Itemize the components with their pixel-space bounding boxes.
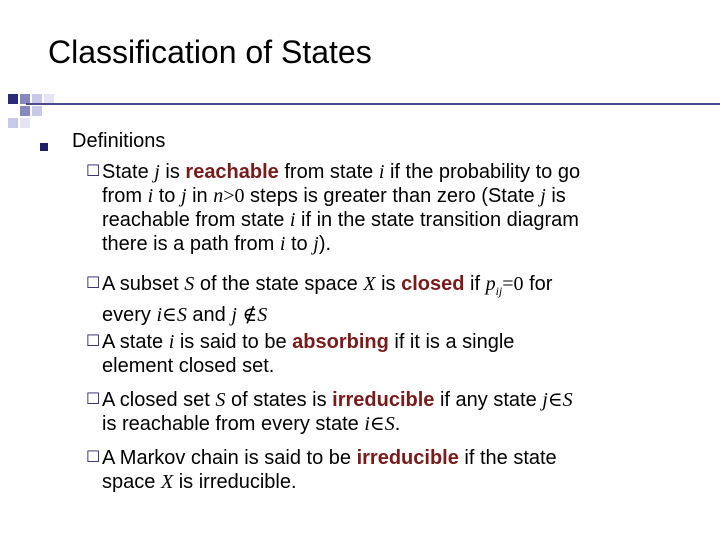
checkbox-icon: ☐ bbox=[86, 391, 101, 408]
list-item: ☐ A state i is said to be absorbing if it is a single element closed set. bbox=[86, 331, 515, 377]
slide-title: Classification of States bbox=[48, 34, 372, 70]
list-item: ☐ State j is reachable from state i if the probability to go from i to j in n>0 steps is greater than zero (State j is reachable from state i if in the state transition diagram there is a path from i to j). bbox=[86, 161, 581, 255]
checkbox-icon: ☐ bbox=[86, 333, 101, 350]
decorative-grid bbox=[8, 94, 58, 144]
checkbox-icon: ☐ bbox=[86, 275, 101, 292]
list-item: ☐ A subset S of the state space X is closed if $p_{ij}=0$ for every i∈S and j ∉S bbox=[86, 273, 553, 326]
bullet-definitions: Definitions bbox=[72, 130, 166, 152]
checkbox-icon: ☐ bbox=[86, 449, 101, 466]
square-bullet-icon bbox=[40, 143, 48, 151]
list-item: ☐ A closed set S of states is irreducible if any state j∈S is reachable from every state i∈S. bbox=[86, 389, 573, 435]
list-item: ☐ A Markov chain is said to be irreducible if the state space X is irreducible. bbox=[86, 447, 557, 493]
checkbox-icon: ☐ bbox=[86, 163, 101, 180]
title-rule bbox=[26, 103, 720, 105]
